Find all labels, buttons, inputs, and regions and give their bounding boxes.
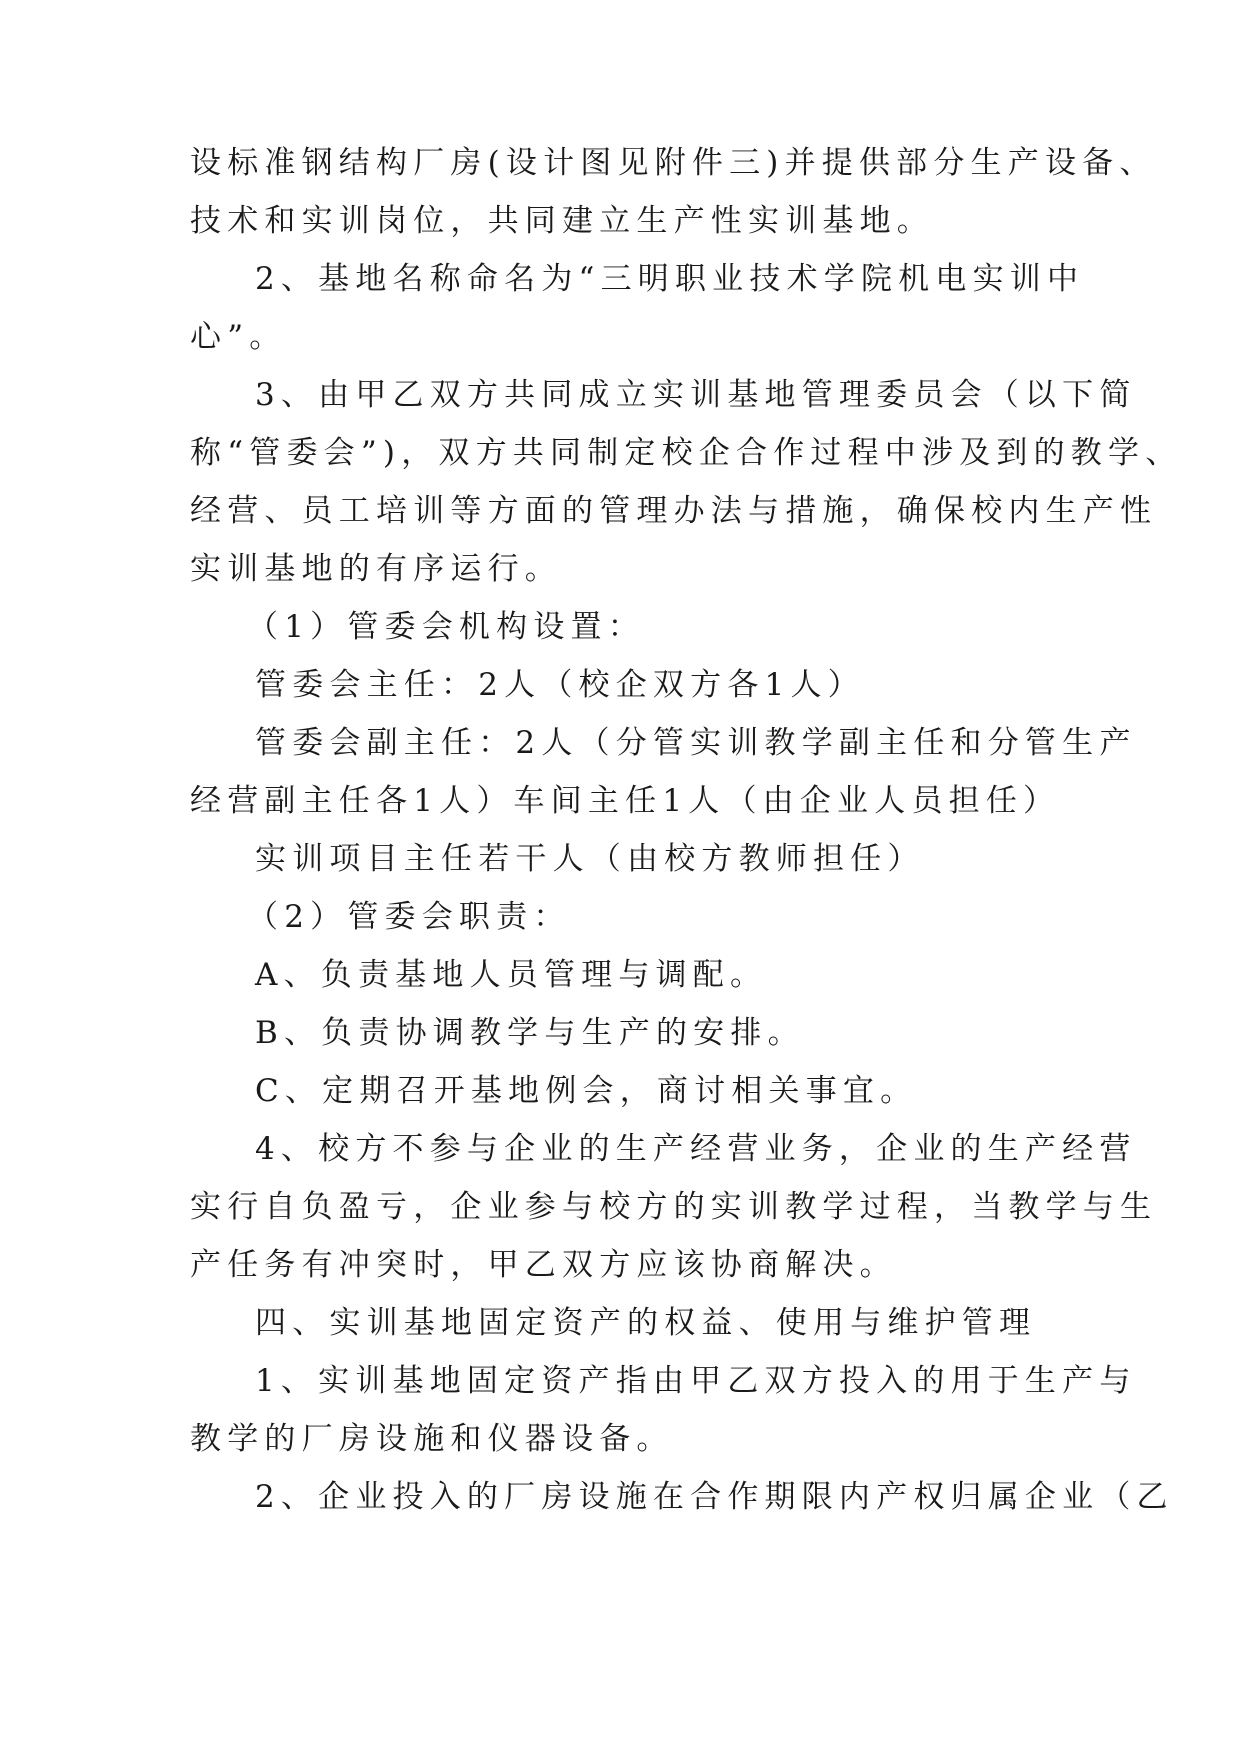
text-line: 称“管委会”)，双方共同制定校企合作过程中涉及到的教学、 bbox=[190, 435, 1183, 471]
text-line: 设标准钢结构厂房(设计图见附件三)并提供部分生产设备、 bbox=[190, 145, 1157, 181]
text-line: （1）管委会机构设置： bbox=[247, 609, 645, 645]
text-line: A、负责基地人员管理与调配。 bbox=[255, 957, 768, 993]
text-line: 1、实训基地固定资产指由甲乙双方投入的用于生产与 bbox=[255, 1363, 1137, 1399]
text-line: 实行自负盈亏，企业参与校方的实训教学过程，当教学与生 bbox=[190, 1189, 1158, 1225]
text-line: 2、基地名称命名为“三明职业技术学院机电实训中 bbox=[255, 261, 1085, 297]
text-line: 心”。 bbox=[190, 319, 287, 355]
text-line: 4、校方不参与企业的生产经营业务，企业的生产经营 bbox=[255, 1131, 1137, 1167]
section-heading: 四、实训基地固定资产的权益、使用与维护管理 bbox=[255, 1305, 1037, 1341]
text-line: 教学的厂房设施和仪器设备。 bbox=[190, 1421, 674, 1457]
text-line: 经营副主任各1人）车间主任1人（由企业人员担任） bbox=[190, 783, 1061, 819]
text-line: 实训项目主任若干人（由校方教师担任） bbox=[255, 841, 925, 877]
text-line: （2）管委会职责： bbox=[247, 899, 571, 935]
text-line: 管委会主任：2人（校企双方各1人） bbox=[255, 667, 865, 703]
text-line: 3、由甲乙双方共同成立实训基地管理委员会（以下简 bbox=[255, 377, 1137, 413]
text-line: 2、企业投入的厂房设施在合作期限内产权归属企业（乙 bbox=[255, 1479, 1174, 1515]
text-line: B、负责协调教学与生产的安排。 bbox=[255, 1015, 805, 1051]
text-line: C、定期召开基地例会，商讨相关事宜。 bbox=[255, 1073, 918, 1109]
text-line: 实训基地的有序运行。 bbox=[190, 551, 562, 587]
text-line: 管委会副主任：2人（分管实训教学副主任和分管生产 bbox=[255, 725, 1137, 761]
text-line: 技术和实训岗位，共同建立生产性实训基地。 bbox=[190, 203, 934, 239]
text-line: 产任务有冲突时，甲乙双方应该协商解决。 bbox=[190, 1247, 897, 1283]
text-line: 经营、员工培训等方面的管理办法与措施，确保校内生产性 bbox=[190, 493, 1158, 529]
